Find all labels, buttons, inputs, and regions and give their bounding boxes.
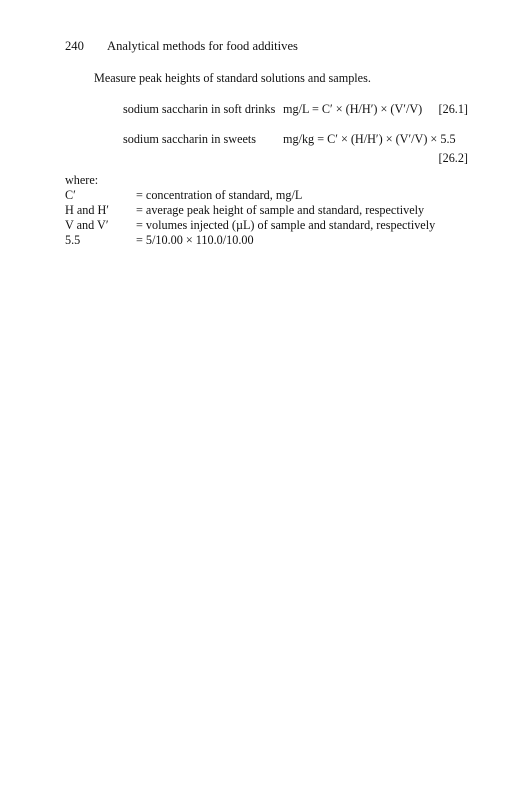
equation-2-label: sodium saccharin in sweets — [123, 132, 257, 146]
page-number: 240 — [65, 39, 84, 53]
definition-text: = concentration of standard, mg/L — [136, 188, 303, 202]
definition-text: = average peak height of sample and standard, respectively — [136, 203, 425, 217]
equation-2-formula: mg/kg = C′ × (H/H′) × (V′/V) × 5.5 — [283, 132, 456, 146]
book-title: Analytical methods for food additives — [107, 39, 298, 53]
equation-1-label: sodium saccharin in soft drinks — [123, 102, 276, 116]
equation-1-number: [26.1] — [438, 102, 468, 116]
running-head — [65, 40, 298, 53]
definition-term: H and H′ — [65, 203, 109, 217]
intro-text: Measure peak heights of standard solutions and samples. — [94, 71, 371, 85]
where-label: where: — [65, 173, 99, 187]
equation-2-number: [26.2] — [438, 151, 468, 165]
definition-term: V and V′ — [65, 218, 109, 232]
definition-text: = 5/10.00 × 110.0/10.00 — [136, 233, 254, 247]
definition-term: 5.5 — [65, 233, 81, 247]
definition-term: C′ — [65, 188, 76, 202]
equation-1-formula: mg/L = C′ × (H/H′) × (V′/V) — [283, 102, 423, 116]
definition-text: = volumes injected (µL) of sample and standard, respectively — [136, 218, 436, 232]
